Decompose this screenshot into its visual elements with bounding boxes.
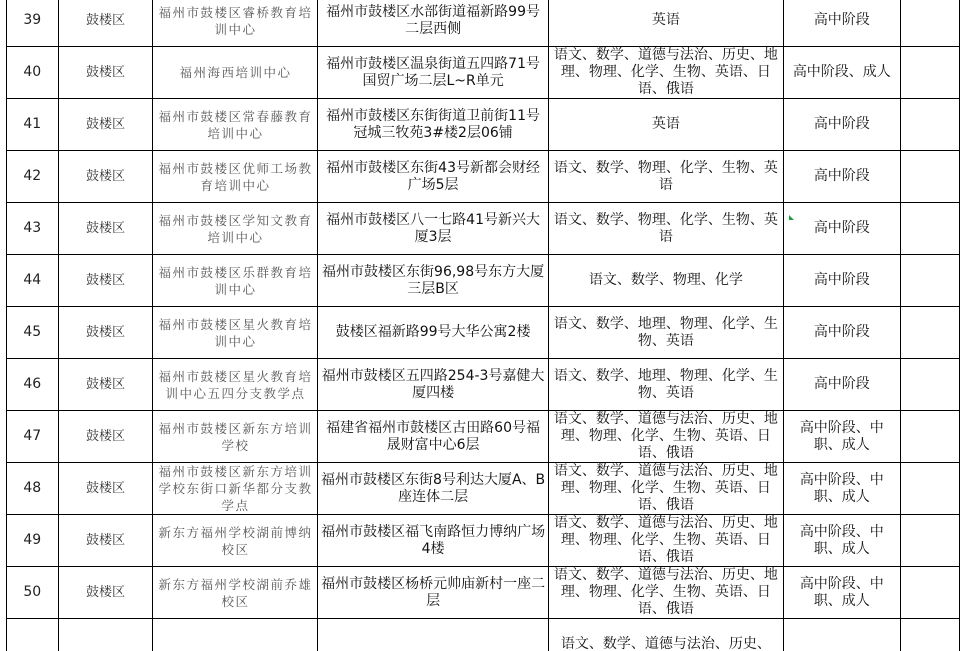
table-row <box>7 0 960 47</box>
subjects-cell[interactable]: 语文、数学、物理、化学 <box>548 255 783 307</box>
address-cell[interactable]: 福州市鼓楼区水部街道福新路99号二层西侧 <box>318 0 548 47</box>
row-number-cell[interactable]: 42 <box>7 151 59 203</box>
row-number-cell[interactable]: 50 <box>7 567 59 619</box>
subjects-cell[interactable]: 英语 <box>548 0 783 47</box>
organization-name-cell[interactable]: 福州市鼓楼区新东方培训学校东街口新华都分支教学点 <box>153 463 318 515</box>
row-number-cell[interactable]: 41 <box>7 99 59 151</box>
row-number-cell[interactable]: 45 <box>7 307 59 359</box>
address-cell[interactable]: 福州市鼓楼区杨桥元帅庙新村一座二层 <box>318 567 548 619</box>
subjects-cell[interactable]: 语文、数学、道德与法治、历史、地理、物理、化学、生物、英语、日语、俄语 <box>548 47 783 99</box>
organization-name-cell[interactable]: 福州市鼓楼区星火教育培训中心五四分支教学点 <box>153 359 318 411</box>
district-cell[interactable]: 鼓楼区 <box>58 307 153 359</box>
education-stage-cell[interactable]: 高中阶段 <box>783 359 900 411</box>
address-cell[interactable]: 福州市鼓楼区东街街道卫前街11号冠城三牧苑3#楼2层06铺 <box>318 99 548 151</box>
subjects-cell[interactable]: 语文、数学、物理、化学、生物、英语 <box>548 203 783 255</box>
subjects-cell[interactable]: 语文、数学、道德与法治、历史、地理、物理、化学、生物、英语、日语、俄语 <box>548 515 783 567</box>
education-stage-cell[interactable] <box>783 619 900 651</box>
district-cell[interactable]: 鼓楼区 <box>58 0 153 47</box>
subjects-cell[interactable]: 语文、数学、道德与法治、历史、地理、物理、化学、生物、英语、日语、俄语 <box>548 567 783 619</box>
empty-cell[interactable] <box>900 411 959 463</box>
subjects-cell[interactable]: 语文、数学、道德与法治、历史、地理、物理、化学、生物、英语、日语、俄语 <box>548 463 783 515</box>
empty-cell[interactable] <box>900 255 959 307</box>
empty-cell[interactable] <box>900 151 959 203</box>
table-row <box>7 359 960 411</box>
empty-cell[interactable] <box>900 463 959 515</box>
district-cell[interactable]: 鼓楼区 <box>58 99 153 151</box>
education-stage-cell[interactable]: 高中阶段、中职、成人 <box>783 411 900 463</box>
table-row <box>7 99 960 151</box>
table-row <box>7 151 960 203</box>
table-row <box>7 567 960 619</box>
address-cell[interactable]: 鼓楼区福新路99号大华公寓2楼 <box>318 307 548 359</box>
organization-name-cell[interactable]: 福州市鼓楼区学知文教育培训中心 <box>153 203 318 255</box>
district-cell[interactable]: 鼓楼区 <box>58 411 153 463</box>
education-stage-cell[interactable]: 高中阶段 <box>783 203 900 255</box>
table-row <box>7 47 960 99</box>
district-cell[interactable]: 鼓楼区 <box>58 47 153 99</box>
education-stage-cell[interactable]: 高中阶段、成人 <box>783 47 900 99</box>
education-stage-cell[interactable]: 高中阶段、中职、成人 <box>783 567 900 619</box>
subjects-cell[interactable]: 英语 <box>548 99 783 151</box>
table-row <box>7 307 960 359</box>
district-cell[interactable]: 鼓楼区 <box>58 203 153 255</box>
cell-comment-marker <box>789 215 794 220</box>
education-stage-cell[interactable]: 高中阶段 <box>783 307 900 359</box>
row-number-cell[interactable]: 46 <box>7 359 59 411</box>
education-stage-cell[interactable]: 高中阶段、中职、成人 <box>783 463 900 515</box>
district-cell[interactable]: 鼓楼区 <box>58 567 153 619</box>
subjects-cell[interactable]: 语文、数学、道德与法治、历史、地理、物理、化学、生物、英语、日语、俄语 <box>548 411 783 463</box>
empty-cell[interactable] <box>900 0 959 47</box>
table-row <box>7 515 960 567</box>
empty-cell[interactable] <box>900 359 959 411</box>
organization-name-cell[interactable]: 福州市鼓楼区星火教育培训中心 <box>153 307 318 359</box>
subjects-cell[interactable]: 语文、数学、地理、物理、化学、生物、英语 <box>548 359 783 411</box>
district-cell[interactable]: 鼓楼区 <box>58 255 153 307</box>
subjects-cell[interactable]: 语文、数学、道德与法治、历史、 <box>548 619 783 651</box>
address-cell[interactable] <box>318 619 548 651</box>
address-cell[interactable]: 福州市鼓楼区温泉街道五四路71号国贸广场二层L~R单元 <box>318 47 548 99</box>
education-stage-cell[interactable]: 高中阶段 <box>783 0 900 47</box>
row-number-cell[interactable]: 40 <box>7 47 59 99</box>
organization-name-cell[interactable]: 福州市鼓楼区睿桥教育培训中心 <box>153 0 318 47</box>
district-cell[interactable] <box>58 619 153 651</box>
table-row <box>7 411 960 463</box>
organization-name-cell[interactable]: 福州市鼓楼区新东方培训学校 <box>153 411 318 463</box>
subjects-cell[interactable]: 语文、数学、地理、物理、化学、生物、英语 <box>548 307 783 359</box>
row-number-cell[interactable]: 47 <box>7 411 59 463</box>
address-cell[interactable]: 福州市鼓楼区东街43号新都会财经广场5层 <box>318 151 548 203</box>
organization-name-cell[interactable]: 福州市鼓楼区优师工场教育培训中心 <box>153 151 318 203</box>
organization-name-cell[interactable]: 福州市鼓楼区常春藤教育培训中心 <box>153 99 318 151</box>
empty-cell[interactable] <box>900 203 959 255</box>
row-number-cell[interactable]: 44 <box>7 255 59 307</box>
education-stage-cell[interactable]: 高中阶段、中职、成人 <box>783 515 900 567</box>
organization-name-cell[interactable]: 新东方福州学校湖前博纳校区 <box>153 515 318 567</box>
address-cell[interactable]: 福建省福州市鼓楼区古田路60号福晟财富中心6层 <box>318 411 548 463</box>
education-stage-cell[interactable]: 高中阶段 <box>783 255 900 307</box>
subjects-cell[interactable]: 语文、数学、物理、化学、生物、英语 <box>548 151 783 203</box>
row-number-cell[interactable]: 39 <box>7 0 59 47</box>
row-number-cell[interactable] <box>7 619 59 651</box>
table-row <box>7 203 960 255</box>
organization-name-cell[interactable]: 福州海西培训中心 <box>153 47 318 99</box>
table-row <box>7 463 960 515</box>
education-stage-cell[interactable]: 高中阶段 <box>783 99 900 151</box>
institution-table <box>6 0 960 651</box>
district-cell[interactable]: 鼓楼区 <box>58 515 153 567</box>
table-row <box>7 619 960 651</box>
organization-name-cell[interactable] <box>153 619 318 651</box>
organization-name-cell[interactable]: 新东方福州学校湖前乔雄校区 <box>153 567 318 619</box>
address-cell[interactable]: 福州市鼓楼区五四路254-3号嘉健大厦四楼 <box>318 359 548 411</box>
education-stage-cell[interactable]: 高中阶段 <box>783 151 900 203</box>
empty-cell[interactable] <box>900 515 959 567</box>
organization-name-cell[interactable]: 福州市鼓楼区乐群教育培训中心 <box>153 255 318 307</box>
empty-cell[interactable] <box>900 307 959 359</box>
address-cell[interactable]: 福州市鼓楼区东街96,98号东方大厦三层B区 <box>318 255 548 307</box>
district-cell[interactable]: 鼓楼区 <box>58 463 153 515</box>
district-cell[interactable]: 鼓楼区 <box>58 359 153 411</box>
row-number-cell[interactable]: 43 <box>7 203 59 255</box>
row-number-cell[interactable]: 49 <box>7 515 59 567</box>
empty-cell[interactable] <box>900 567 959 619</box>
empty-cell[interactable] <box>900 619 959 651</box>
address-cell[interactable]: 福州市鼓楼区福飞南路恒力博纳广场4楼 <box>318 515 548 567</box>
district-cell[interactable]: 鼓楼区 <box>58 151 153 203</box>
empty-cell[interactable] <box>900 47 959 99</box>
table-row <box>7 255 960 307</box>
empty-cell[interactable] <box>900 99 959 151</box>
address-cell[interactable]: 福州市鼓楼区东街8号利达大厦A、B座连体二层 <box>318 463 548 515</box>
row-number-cell[interactable]: 48 <box>7 463 59 515</box>
address-cell[interactable]: 福州市鼓楼区八一七路41号新兴大厦3层 <box>318 203 548 255</box>
